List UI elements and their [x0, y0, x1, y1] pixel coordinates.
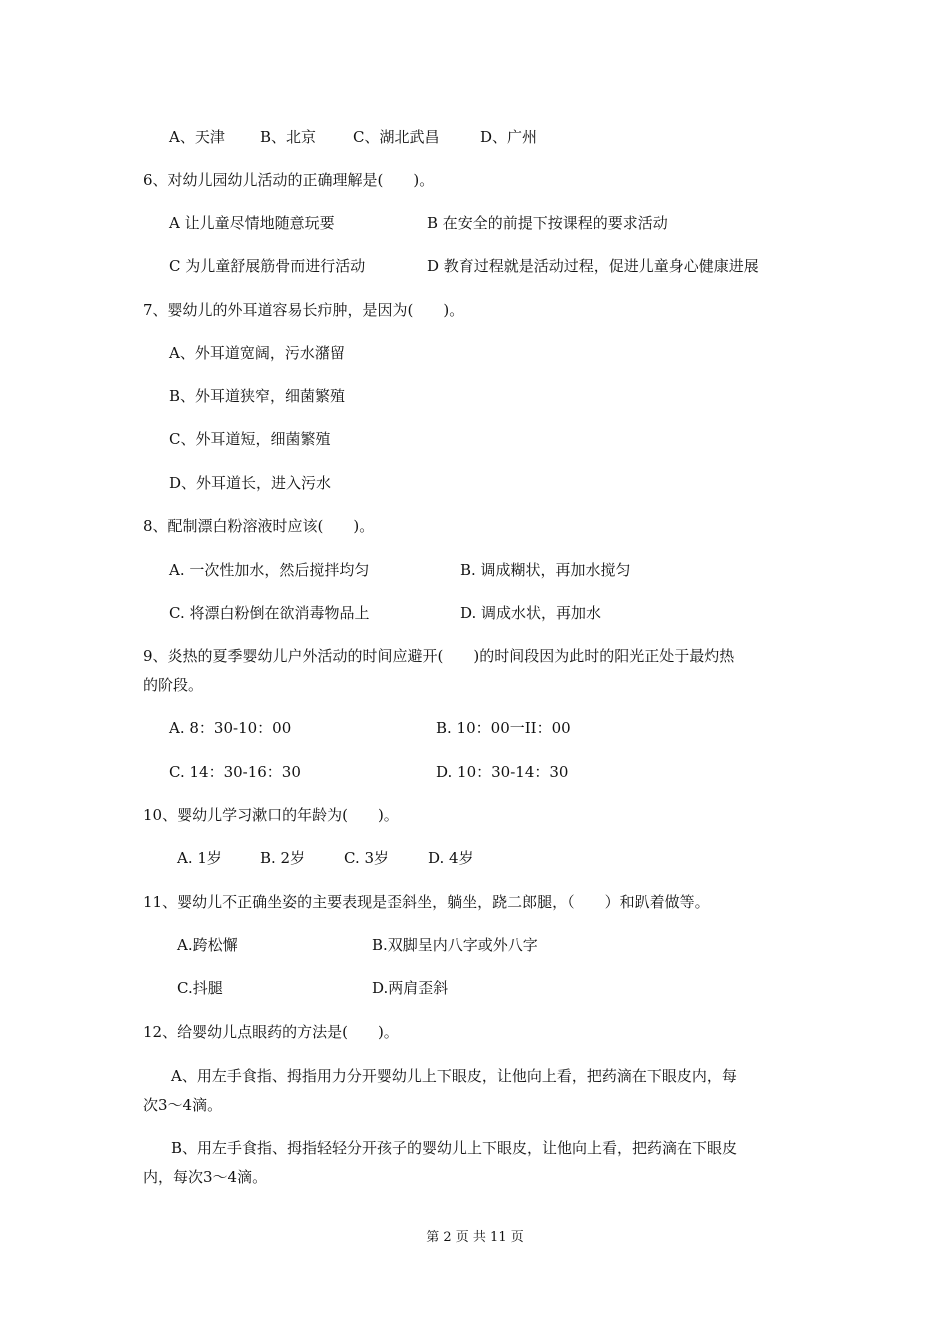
q11-option-c: C.抖腿 [177, 979, 223, 997]
q8-option-c: C. 将漂白粉倒在欲消毒物品上 [169, 604, 370, 622]
q8-stem: 8、配制漂白粉溶液时应该( )。 [143, 517, 375, 535]
q5-option-d: D、广州 [480, 128, 538, 146]
q7-option-b: B、外耳道狭窄，细菌繁殖 [169, 387, 346, 405]
q11-option-d: D.两肩歪斜 [372, 979, 449, 997]
q9-option-a: A. 8：30-10：00 [169, 719, 292, 737]
q7-option-a: A、外耳道宽阔，污水潴留 [169, 344, 345, 362]
q10-option-a: A. 1岁 [177, 849, 222, 867]
q9-option-c: C. 14：30-16：30 [169, 763, 301, 781]
q7-stem: 7、婴幼儿的外耳道容易长疖肿，是因为( )。 [143, 301, 465, 319]
q10-option-c: C. 3岁 [344, 849, 390, 867]
q6-option-a: A 让儿童尽情地随意玩要 [169, 214, 335, 232]
q11-stem: 11、婴幼儿不正确坐姿的主要表现是歪斜坐，躺坐，跷二郎腿，（ ）和趴着做等。 [143, 893, 710, 911]
q8-option-b: B. 调成糊状，再加水搅匀 [460, 561, 631, 579]
q11-option-a: A.跨松懈 [177, 936, 238, 954]
q12-option-a-line-1: A、用左手食指、拇指用力分开婴幼儿上下眼皮，让他向上看，把药滴在下眼皮内，每 [171, 1067, 737, 1085]
page-footer: 第 2 页 共 11 页 [426, 1230, 524, 1245]
q9-option-b: B. 10：00一II：00 [436, 719, 571, 737]
q6-stem: 6、对幼儿园幼儿活动的正确理解是( )。 [143, 171, 435, 189]
q11-option-b: B.双脚呈内八字或外八字 [372, 936, 538, 954]
q5-option-b: B、北京 [260, 128, 317, 146]
q6-option-c: C 为儿童舒展筋骨而进行活动 [169, 257, 366, 275]
q7-option-c: C、外耳道短，细菌繁殖 [169, 430, 331, 448]
q12-stem: 12、给婴幼儿点眼药的方法是( )。 [143, 1023, 399, 1041]
q9-stem-line-1: 9、炎热的夏季婴幼儿户外活动的时间应避开( )的时间段因为此时的阳光正处于最灼热 [143, 647, 735, 665]
q5-option-c: C、湖北武昌 [353, 128, 440, 146]
q8-option-a: A. 一次性加水，然后搅拌均匀 [169, 561, 370, 579]
q7-option-d: D、外耳道长，进入污水 [169, 474, 332, 492]
q6-option-d: D 教育过程就是活动过程，促进儿童身心健康进展 [427, 257, 759, 275]
q8-option-d: D. 调成水状，再加水 [460, 604, 602, 622]
q12-option-b-line-1: B、用左手食指、拇指轻轻分开孩子的婴幼儿上下眼皮，让他向上看，把药滴在下眼皮 [171, 1139, 738, 1157]
q5-option-a: A、天津 [169, 128, 225, 146]
q10-stem: 10、婴幼儿学习漱口的年龄为( )。 [143, 806, 399, 824]
q9-option-d: D. 10：30-14：30 [436, 763, 569, 781]
q12-option-a-line-2: 次3～4滴。 [143, 1096, 223, 1114]
q12-option-b-line-2: 内，每次3～4滴。 [143, 1168, 268, 1186]
q10-option-b: B. 2岁 [260, 849, 306, 867]
q6-option-b: B 在安全的前提下按课程的要求活动 [427, 214, 668, 232]
q10-option-d: D. 4岁 [428, 849, 474, 867]
q9-stem-line-2: 的阶段。 [143, 676, 204, 694]
